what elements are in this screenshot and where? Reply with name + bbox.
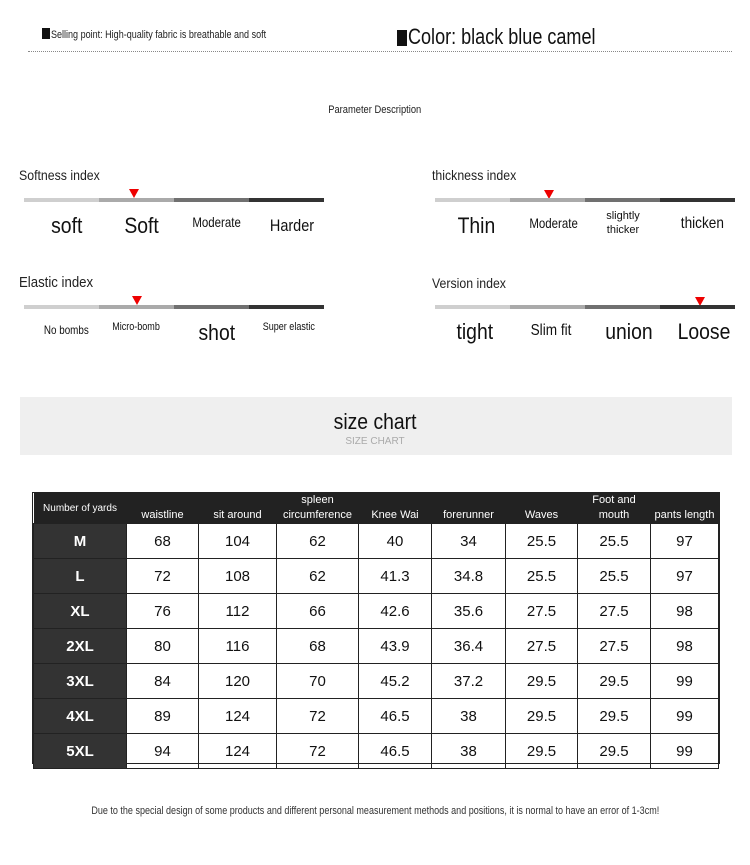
elastic-label: Micro-bomb [112,321,161,333]
scale-segment [585,198,660,202]
measurement-cell: 94 [127,734,199,769]
measurement-cell: 25.5 [578,559,651,594]
elastic-label: Super elastic [262,321,315,333]
measurement-cell: 27.5 [578,594,651,629]
scale-segment [510,198,585,202]
measurement-cell: 72 [277,734,359,769]
column-header: forerunner [432,493,506,524]
thickness-label: Moderate [529,215,578,231]
measurement-cell: 97 [651,524,719,559]
scale-segment [249,198,324,202]
scale-segment [24,198,99,202]
measurement-cell: 34.8 [432,559,506,594]
scale-segment [174,305,249,309]
size-chart-subtitle: SIZE CHART [345,436,405,447]
softness-label: Harder [269,216,314,235]
measurement-cell: 62 [277,524,359,559]
measurement-cell: 120 [199,664,277,699]
scale-segment [174,198,249,202]
table-row [34,734,719,769]
scale-segment [510,305,585,309]
measurement-cell: 99 [651,734,719,769]
size-cell: XL [34,594,127,629]
measurement-cell: 25.5 [506,524,578,559]
elastic-label: No bombs [44,323,89,337]
measurement-cell: 29.5 [506,734,578,769]
measurement-cell: 40 [359,524,432,559]
table-row [34,664,719,699]
measurement-cell: 34 [432,524,506,559]
measurement-cell: 41.3 [359,559,432,594]
measurement-cell: 45.2 [359,664,432,699]
measurement-cell: 70 [277,664,359,699]
size-cell: 5XL [34,734,127,769]
size-cell: 2XL [34,629,127,664]
size-cell: L [34,559,127,594]
measurement-cell: 116 [199,629,277,664]
measurement-cell: 46.5 [359,734,432,769]
scale-segment [99,198,174,202]
dotted-divider [28,51,732,52]
column-header: Knee Wai [359,493,432,524]
measurement-cell: 25.5 [578,524,651,559]
scale-segment [435,198,510,202]
footer-note: Due to the special design of some products and different personal measurement methods and positions, it is normal to have an error of 1-3cm! [91,805,659,817]
column-header: sit around [199,493,277,524]
size-cell: M [34,524,127,559]
table-row [34,629,719,664]
measurement-cell: 38 [432,734,506,769]
column-header: pants length [651,493,719,524]
column-header: Foot and mouth [578,493,651,524]
scale-segment [435,305,510,309]
size-cell: 3XL [34,664,127,699]
table-row [34,699,719,734]
color-options: Color: black blue camel [397,24,637,50]
scale-segment [660,305,735,309]
measurement-cell: 27.5 [506,594,578,629]
measurement-cell: 66 [277,594,359,629]
measurement-cell: 29.5 [578,664,651,699]
measurement-cell: 68 [127,524,199,559]
thickness-label: thicken [680,215,725,232]
table-row [34,594,719,629]
measurement-cell: 80 [127,629,199,664]
measurement-cell: 72 [277,699,359,734]
scale-segment [249,305,324,309]
softness-label: Soft [124,213,159,238]
softness-marker-icon [129,189,139,198]
measurement-cell: 97 [651,559,719,594]
softness-label: Moderate [192,214,241,230]
measurement-cell: 124 [199,699,277,734]
version-label: Loose [677,319,730,344]
measurement-cell: 99 [651,699,719,734]
measurement-cell: 27.5 [506,629,578,664]
size-chart-title: size chart [333,409,417,434]
elastic-marker-icon [132,296,142,305]
version-label: tight [456,319,493,344]
scale-segment [24,305,99,309]
softness-index-title: Softness index [19,167,100,183]
measurement-cell: 42.6 [359,594,432,629]
measurement-cell: 98 [651,629,719,664]
measurement-cell: 29.5 [506,664,578,699]
elastic-label: shot [198,320,235,345]
measurement-cell: 37.2 [432,664,506,699]
measurement-cell: 29.5 [578,734,651,769]
scale-segment [585,305,660,309]
scale-segment [660,198,735,202]
size-table [32,492,720,764]
bullet-square-icon [42,28,50,39]
softness-label: soft [50,213,83,238]
measurement-cell: 29.5 [506,699,578,734]
measurement-cell: 112 [199,594,277,629]
measurement-cell: 29.5 [578,699,651,734]
version-label: union [604,319,653,344]
measurement-cell: 72 [127,559,199,594]
measurement-cell: 36.4 [432,629,506,664]
thickness-label: Thin [457,213,496,238]
table-row [34,559,719,594]
measurement-cell: 62 [277,559,359,594]
measurement-cell: 99 [651,664,719,699]
bullet-square-icon [397,30,407,46]
measurement-cell: 27.5 [578,629,651,664]
parameter-title: Parameter Description [328,104,422,116]
measurement-cell: 35.6 [432,594,506,629]
measurement-cell: 108 [199,559,277,594]
measurement-cell: 84 [127,664,199,699]
measurement-cell: 98 [651,594,719,629]
column-header: Number of yards [34,493,127,524]
column-header: Waves [506,493,578,524]
table-row [34,524,719,559]
thickness-index-title: thickness index [432,167,517,183]
column-header: waistline [127,493,199,524]
elastic-index-title: Elastic index [19,274,94,291]
measurement-cell: 89 [127,699,199,734]
measurement-cell: 76 [127,594,199,629]
version-index-title: Version index [432,275,506,291]
measurement-cell: 124 [199,734,277,769]
measurement-cell: 25.5 [506,559,578,594]
thickness-label: slightly thicker [606,210,640,236]
version-label: Slim fit [530,322,571,339]
size-cell: 4XL [34,699,127,734]
selling-point: Selling point: High-quality fabric is breathable and soft [42,28,313,41]
measurement-cell: 43.9 [359,629,432,664]
column-header: spleen circumference [277,493,359,524]
measurement-cell: 68 [277,629,359,664]
measurement-cell: 104 [199,524,277,559]
measurement-cell: 38 [432,699,506,734]
scale-segment [99,305,174,309]
measurement-cell: 46.5 [359,699,432,734]
